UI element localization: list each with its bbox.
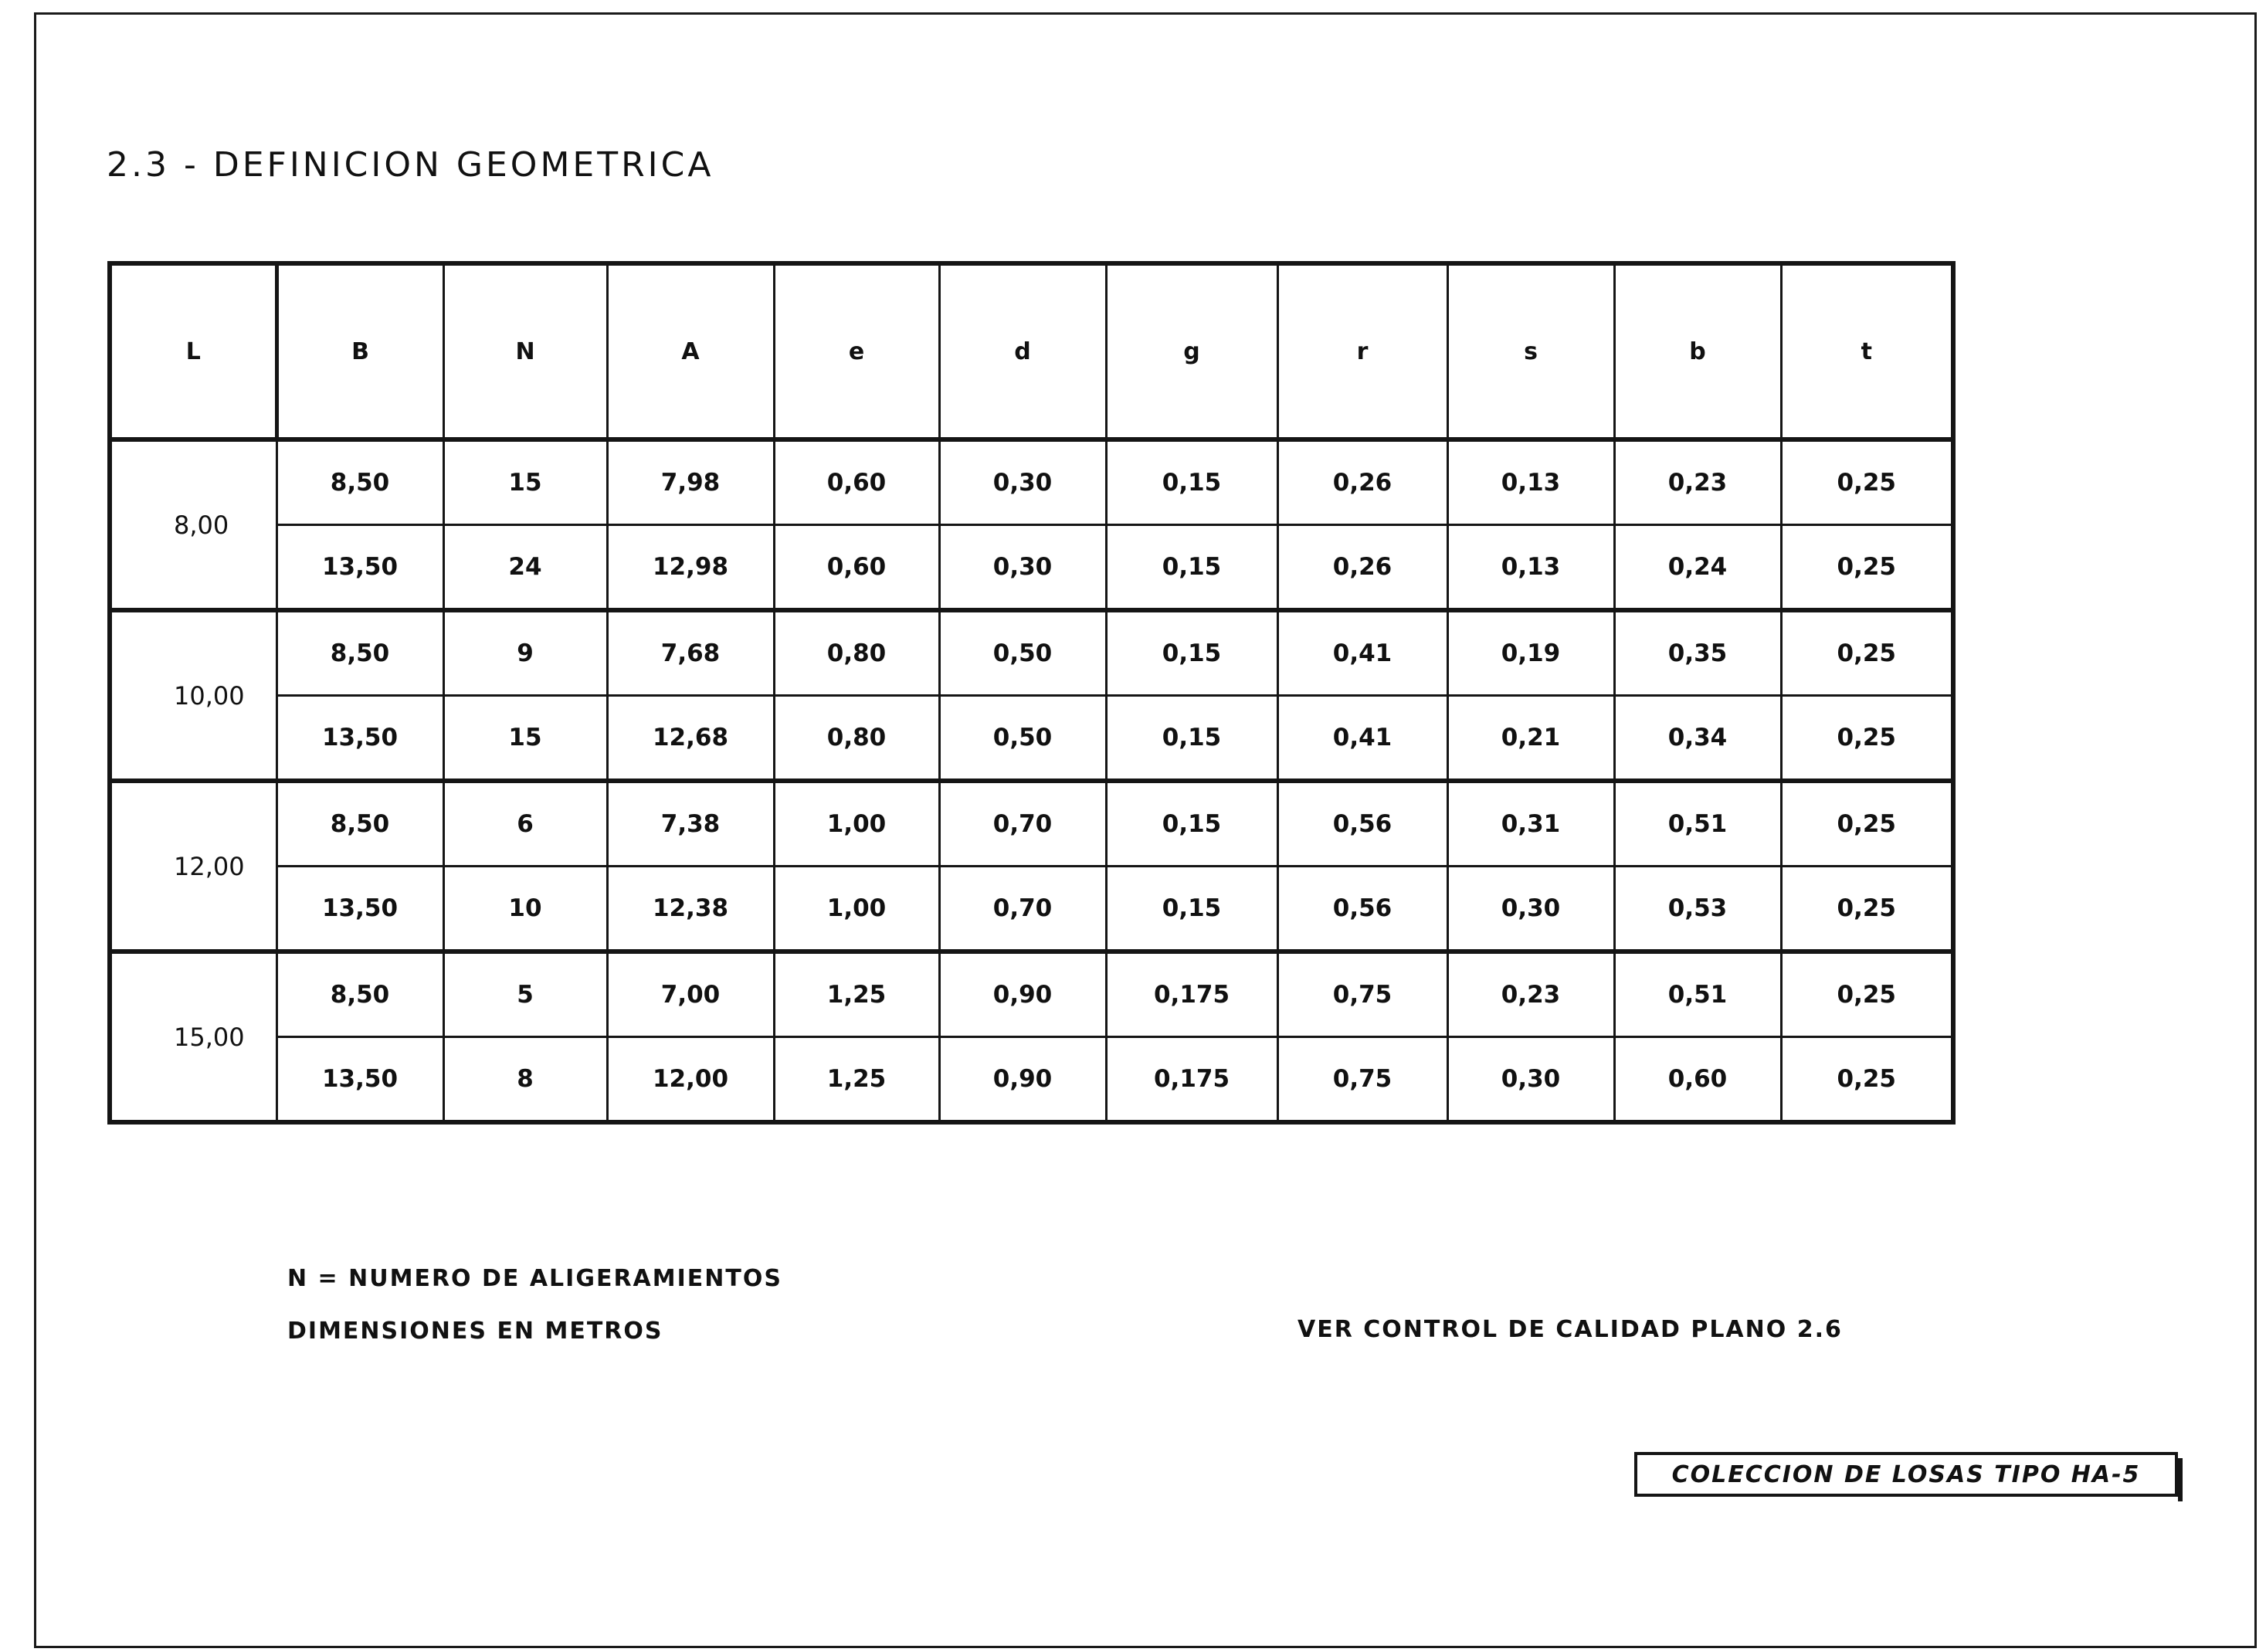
cell-A: 12,00	[607, 1037, 774, 1123]
cell-g: 0,15	[1106, 439, 1277, 525]
table-header-row	[110, 263, 1953, 439]
table-row	[110, 1037, 1953, 1123]
cell-A: 7,00	[607, 952, 774, 1037]
cell-N: 6	[443, 781, 607, 867]
cell-N: 9	[443, 610, 607, 696]
table-row	[110, 610, 1953, 696]
cell-r: 0,41	[1277, 610, 1447, 696]
cell-A: 12,68	[607, 696, 774, 782]
note-quality-reference: VER CONTROL DE CALIDAD PLANO 2.6	[1298, 1316, 1843, 1343]
cell-r: 0,41	[1277, 696, 1447, 782]
header-cell-g: g	[1106, 263, 1277, 439]
cell-A: 7,68	[607, 610, 774, 696]
cell-N: 15	[443, 696, 607, 782]
cell-b: 0,34	[1614, 696, 1781, 782]
cell-e: 0,80	[774, 610, 939, 696]
cell-r: 0,75	[1277, 1037, 1447, 1123]
cell-t: 0,25	[1781, 781, 1953, 867]
cell-L: 15,00	[110, 952, 276, 1122]
cell-N: 8	[443, 1037, 607, 1123]
note-units: DIMENSIONES EN METROS	[287, 1318, 663, 1345]
cell-N: 15	[443, 439, 607, 525]
cell-d: 0,50	[939, 696, 1106, 782]
header-cell-A: A	[607, 263, 774, 439]
cell-N: 24	[443, 525, 607, 611]
cell-e: 0,60	[774, 525, 939, 611]
cell-g: 0,175	[1106, 952, 1277, 1037]
cell-d: 0,50	[939, 610, 1106, 696]
cell-d: 0,90	[939, 952, 1106, 1037]
cell-r: 0,56	[1277, 781, 1447, 867]
header-cell-b: b	[1614, 263, 1781, 439]
cell-N: 10	[443, 867, 607, 952]
cell-d: 0,90	[939, 1037, 1106, 1123]
cell-b: 0,53	[1614, 867, 1781, 952]
cell-b: 0,24	[1614, 525, 1781, 611]
cell-d: 0,30	[939, 525, 1106, 611]
cell-L: 12,00	[110, 781, 276, 952]
cell-g: 0,175	[1106, 1037, 1277, 1123]
cell-t: 0,25	[1781, 1037, 1953, 1123]
cell-B: 8,50	[276, 610, 443, 696]
cell-B: 13,50	[276, 696, 443, 782]
cell-e: 1,00	[774, 781, 939, 867]
cell-g: 0,15	[1106, 525, 1277, 611]
cell-s: 0,23	[1447, 952, 1614, 1037]
cell-b: 0,51	[1614, 781, 1781, 867]
cell-g: 0,15	[1106, 781, 1277, 867]
cell-B: 8,50	[276, 439, 443, 525]
cell-N: 5	[443, 952, 607, 1037]
cell-d: 0,70	[939, 781, 1106, 867]
cell-s: 0,13	[1447, 439, 1614, 525]
header-cell-s: s	[1447, 263, 1614, 439]
cell-b: 0,51	[1614, 952, 1781, 1037]
cell-t: 0,25	[1781, 696, 1953, 782]
cell-B: 8,50	[276, 952, 443, 1037]
cell-A: 7,38	[607, 781, 774, 867]
cell-e: 1,25	[774, 952, 939, 1037]
cell-B: 13,50	[276, 867, 443, 952]
header-cell-B: B	[276, 263, 443, 439]
cell-d: 0,70	[939, 867, 1106, 952]
cell-r: 0,26	[1277, 439, 1447, 525]
cell-d: 0,30	[939, 439, 1106, 525]
table-body	[110, 439, 1953, 1122]
cell-B: 13,50	[276, 1037, 443, 1123]
header-cell-r: r	[1277, 263, 1447, 439]
cell-t: 0,25	[1781, 952, 1953, 1037]
cell-s: 0,31	[1447, 781, 1614, 867]
cell-B: 8,50	[276, 781, 443, 867]
cell-b: 0,23	[1614, 439, 1781, 525]
cell-A: 12,38	[607, 867, 774, 952]
table-row	[110, 952, 1953, 1037]
cell-s: 0,19	[1447, 610, 1614, 696]
cell-L: 8,00	[110, 439, 276, 610]
cell-L: 10,00	[110, 610, 276, 781]
cell-t: 0,25	[1781, 525, 1953, 611]
cell-e: 0,80	[774, 696, 939, 782]
cell-b: 0,60	[1614, 1037, 1781, 1123]
cell-s: 0,21	[1447, 696, 1614, 782]
table-row	[110, 696, 1953, 782]
header-cell-t: t	[1781, 263, 1953, 439]
cell-t: 0,25	[1781, 610, 1953, 696]
table-row	[110, 867, 1953, 952]
cell-g: 0,15	[1106, 696, 1277, 782]
cell-e: 1,25	[774, 1037, 939, 1123]
table-row	[110, 525, 1953, 611]
cell-r: 0,56	[1277, 867, 1447, 952]
cell-t: 0,25	[1781, 867, 1953, 952]
cell-s: 0,30	[1447, 867, 1614, 952]
cell-e: 1,00	[774, 867, 939, 952]
cell-g: 0,15	[1106, 867, 1277, 952]
page-title: 2.3 - DEFINICION GEOMETRICA	[107, 145, 714, 185]
cell-A: 7,98	[607, 439, 774, 525]
cell-e: 0,60	[774, 439, 939, 525]
cell-s: 0,13	[1447, 525, 1614, 611]
header-cell-N: N	[443, 263, 607, 439]
header-cell-d: d	[939, 263, 1106, 439]
cell-g: 0,15	[1106, 610, 1277, 696]
cell-A: 12,98	[607, 525, 774, 611]
cell-r: 0,26	[1277, 525, 1447, 611]
collection-label: COLECCION DE LOSAS TIPO HA-5	[1634, 1452, 2178, 1497]
table-row	[110, 439, 1953, 525]
table-row	[110, 781, 1953, 867]
header-cell-e: e	[774, 263, 939, 439]
cell-B: 13,50	[276, 525, 443, 611]
header-cell-L: L	[110, 263, 276, 439]
geometry-table	[107, 261, 1956, 1125]
cell-s: 0,30	[1447, 1037, 1614, 1123]
cell-r: 0,75	[1277, 952, 1447, 1037]
cell-b: 0,35	[1614, 610, 1781, 696]
note-n-definition: N = NUMERO DE ALIGERAMIENTOS	[287, 1265, 782, 1292]
cell-t: 0,25	[1781, 439, 1953, 525]
